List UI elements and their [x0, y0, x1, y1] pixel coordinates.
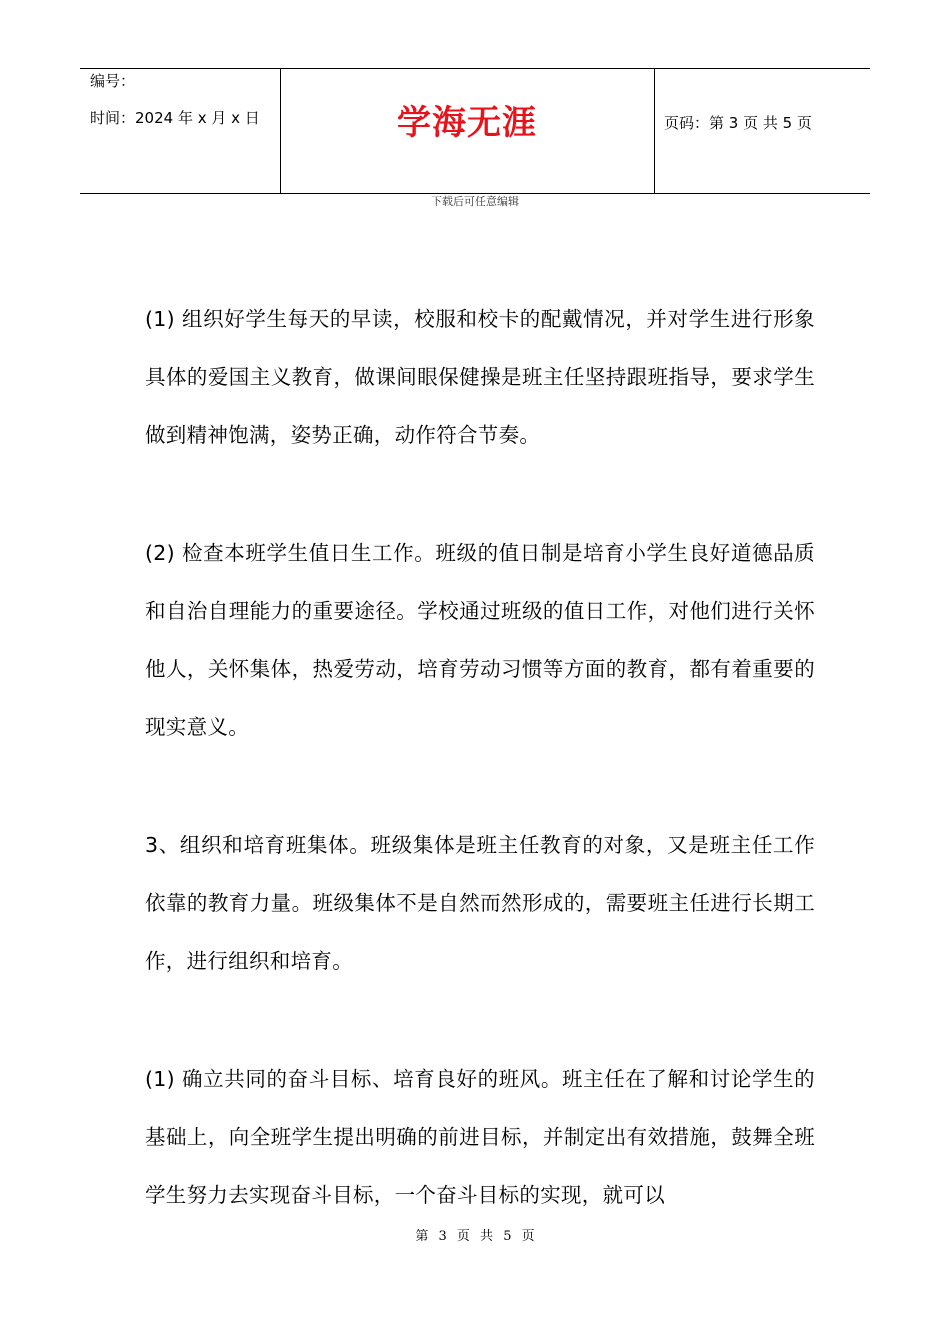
header-divider-right [654, 69, 655, 193]
document-header [80, 68, 870, 194]
document-body [145, 290, 815, 1284]
paragraph: 3、组织和培育班集体。班级集体是班主任教育的对象，又是班主任工作依靠的教育力量。班级集体不是自然而然形成的，需要班主任进行长期工作，进行组织和培育。 [145, 833, 815, 973]
paragraph: (2) 检查本班学生值日生工作。班级的值日制是培育小学生良好道德品质和自治自理能力的重要途径。学校通过班级的值日工作，对他们进行关怀他人，关怀集体，热爱劳动，培育劳动习惯等方面的教育，都有着重要的现实意义。 [145, 541, 815, 739]
paragraph: (1) 确立共同的奋斗目标、培育良好的班风。班主任在了解和讨论学生的基础上，向全班学生提出明确的前进目标，并制定出有效措施，鼓舞全班学生努力去实现奋斗目标，一个奋斗目标的实现，就可以 [145, 1067, 815, 1207]
page-indicator: 页码：第 3 页 共 5 页 [664, 114, 812, 132]
serial-number-label: 编号： [90, 72, 136, 90]
page-footer: 第 3 页 共 5 页 [415, 1229, 535, 1244]
download-note: 下载后可任意编辑 [431, 195, 519, 208]
date-label: 时间：2024 年 x 月 x 日 [90, 109, 260, 127]
brand-title: 学海无涯 [397, 103, 537, 143]
paragraph: (1) 组织好学生每天的早读，校服和校卡的配戴情况，并对学生进行形象具体的爱国主义教育，做课间眼保健操是班主任坚持跟班指导，要求学生做到精神饱满，姿势正确，动作符合节奏。 [145, 307, 815, 447]
